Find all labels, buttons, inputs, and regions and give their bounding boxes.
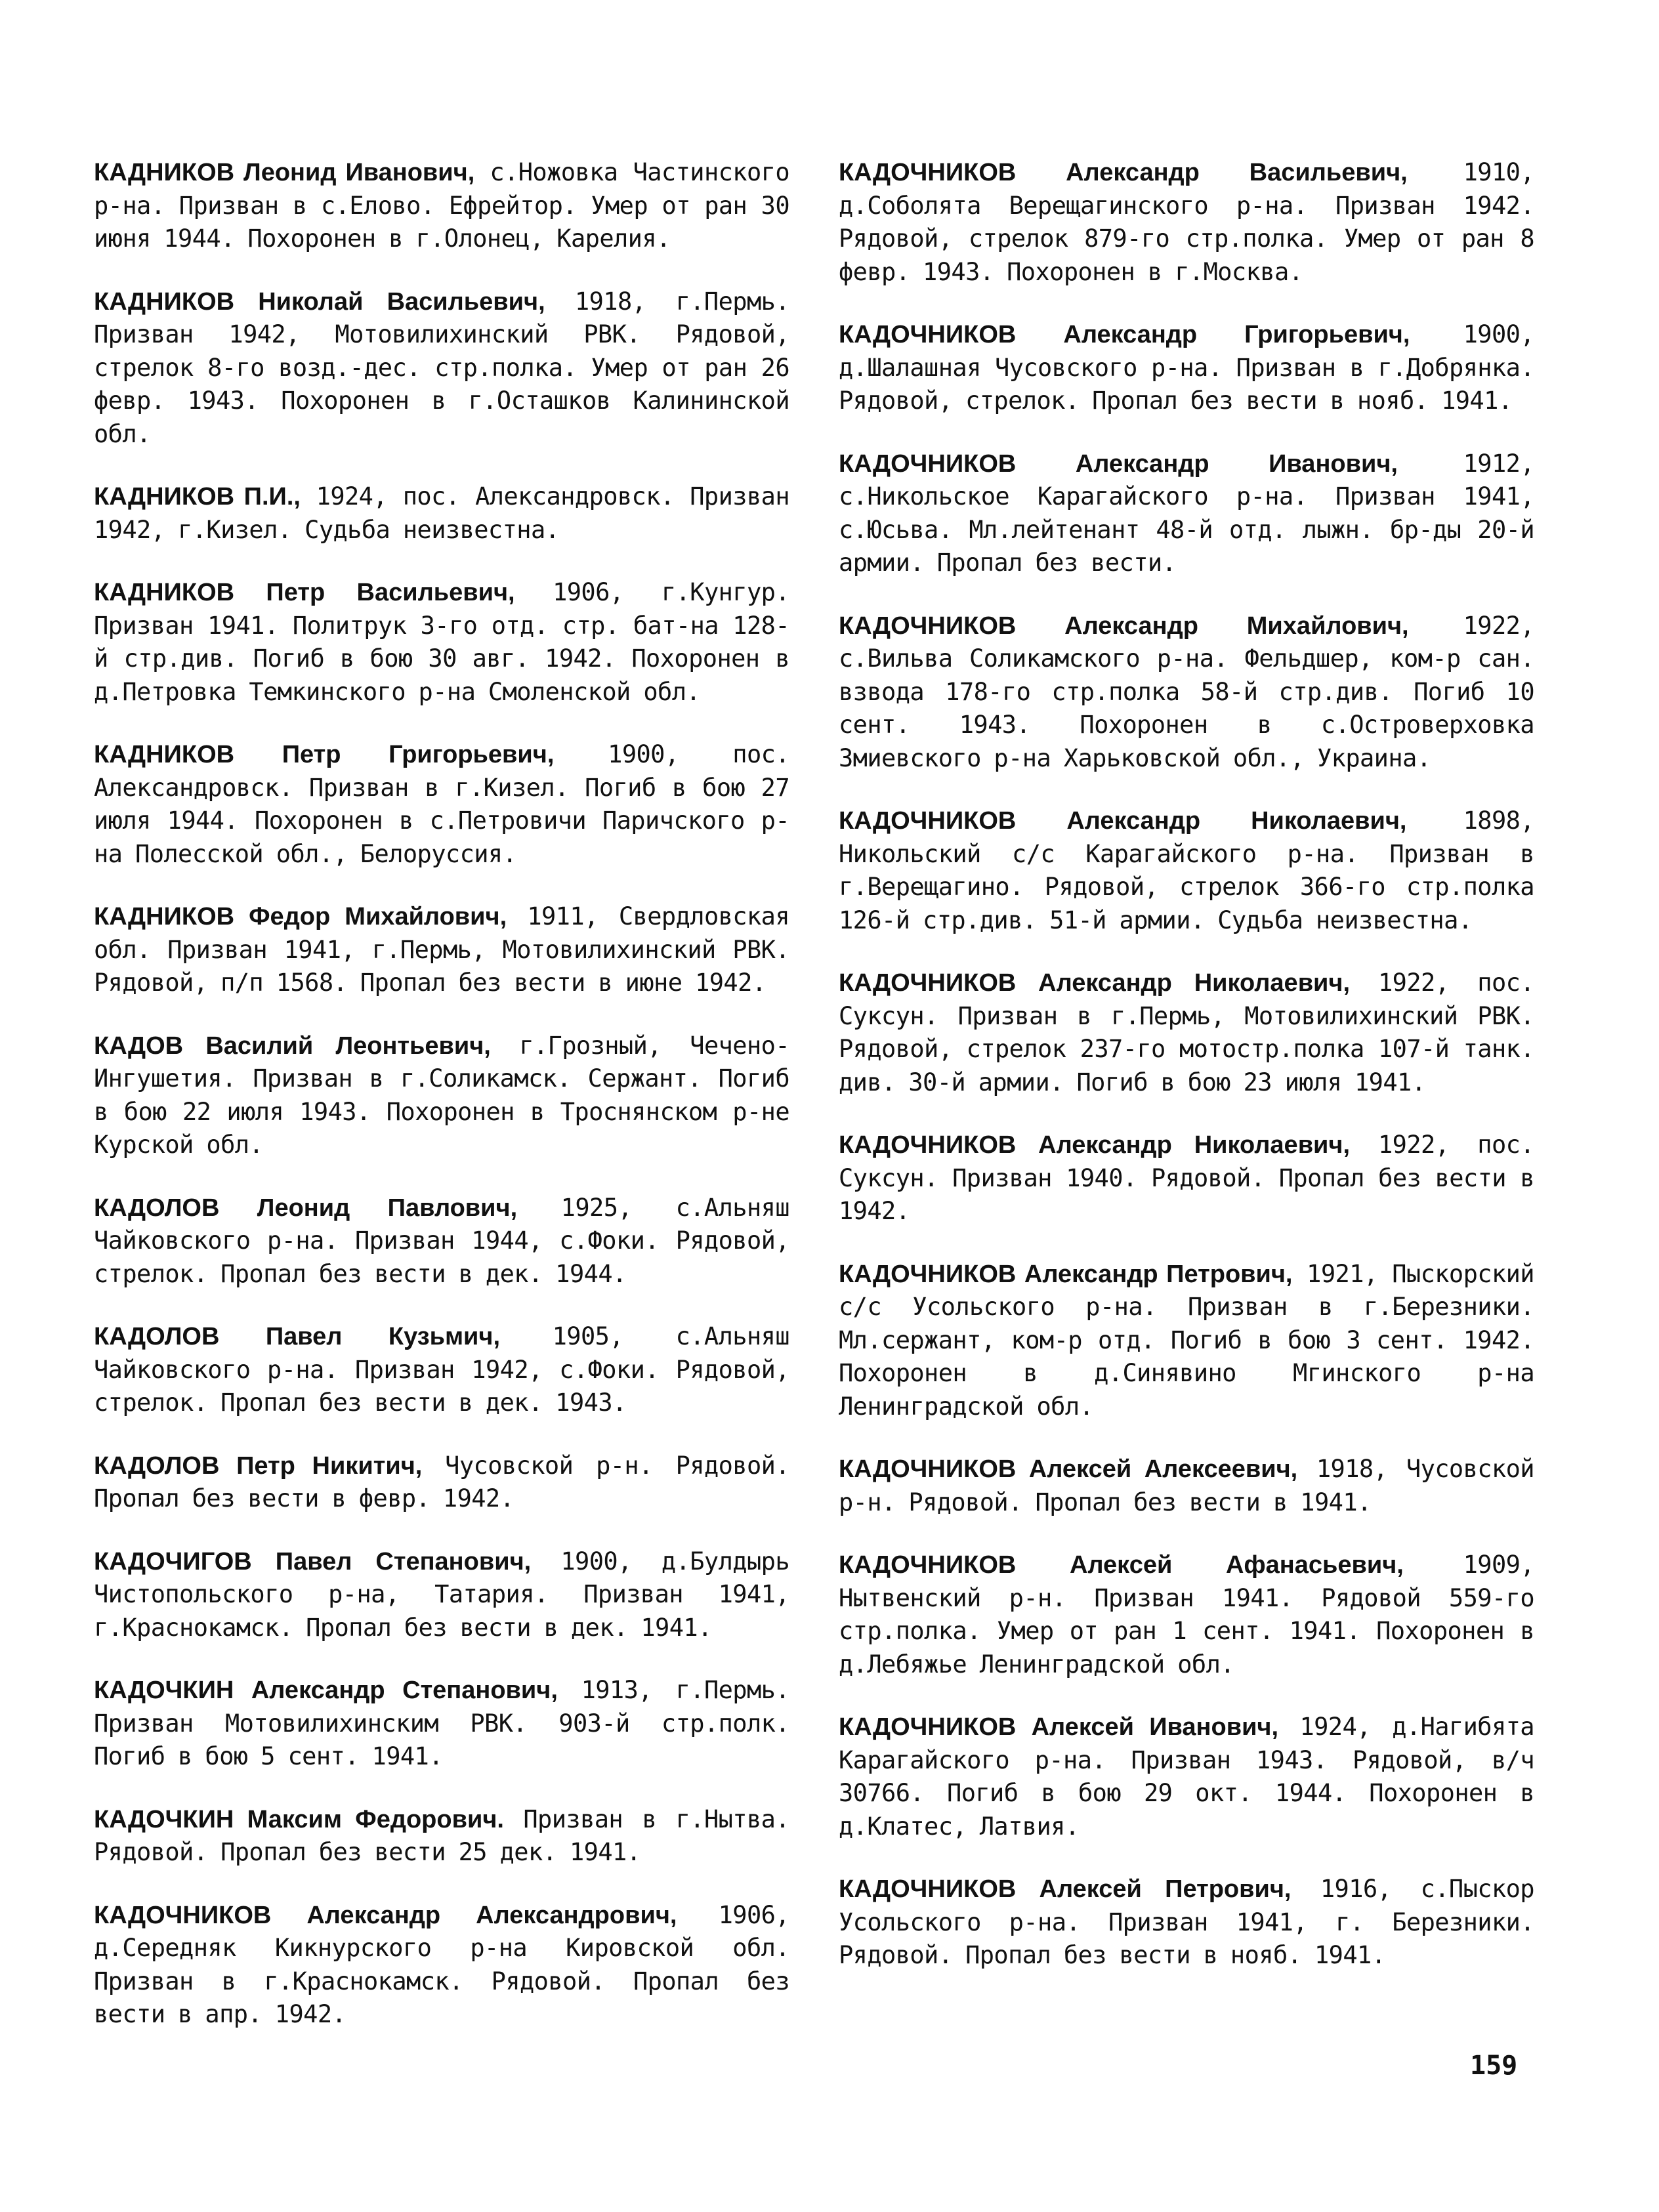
entry-text: Призван в г.Нытва. Рядовой. Пропал без вести 25 дек. 1941. (94, 1805, 790, 1866)
entry (839, 318, 1534, 418)
entry (94, 1030, 789, 1162)
entry (94, 1803, 789, 1869)
entry-text: 1925, с.Альняш Чайковского р-на. Призван 1944, с.Фоки. Рядовой, стрелок. Пропал без вести в дек. 1944. (94, 1193, 789, 1288)
entry-name: КАДОЧНИКОВ Александр Петрович, (839, 1260, 1293, 1288)
entry (839, 448, 1534, 580)
entry-name: КАДОЛОВ Петр Никитич, (94, 1451, 423, 1480)
entry (94, 1450, 789, 1516)
entry-name: КАДОЧНИКОВ Александр Николаевич, (839, 969, 1351, 997)
entry-text: 1912, с.Никольское Карагайского р-на. Призван 1941, с.Юсьва. Мл.лейтенант 48-й отд. лыжн. бр-ды 20-й армии. Пропал без вести. (839, 449, 1534, 577)
entry (839, 1711, 1534, 1843)
entry-text: 1913, г.Пермь. Призван Мотовилихинским РВК. 903-й стр.полк. Погиб в бою 5 сент. 1941. (94, 1676, 789, 1770)
left-column (94, 156, 789, 2061)
entry-text: 1900, д.Шалашная Чусовского р-на. Призван в г.Добрянка. Рядовой, стрелок. Пропал без вести в нояб. 1941. (839, 320, 1534, 415)
entry-name: КАДОЛОВ Леонид Павлович, (94, 1194, 518, 1222)
entry-name: КАДНИКОВ Федор Михайлович, (94, 903, 507, 930)
entry-text: 1905, с.Альняш Чайковского р-на. Призван 1942, с.Фоки. Рядовой, стрелок. Пропал без вести в дек. 1943. (94, 1322, 789, 1417)
entry-text: 1916, с.Пыскор Усольского р-на. Призван 1941, г. Березники. Рядовой. Пропал без вести в нояб. 1941. (839, 1875, 1534, 1969)
entry (94, 1899, 789, 2032)
entry-text: 1921, Пыскорский с/с Усольского р-на. Призван в г.Березники. Мл.сержант, ком-р отд. Погиб в бою 3 сент. 1942. Похоронен в д.Синявино Мгинского р-на Ленинградской обл. (839, 1259, 1534, 1421)
entry-text: 1906, г.Кунгур. Призван 1941. Политрук 3-го отд. стр. бат-на 128-й стр.див. Погиб в бою 30 авг. 1942. Похоронен в д.Петровка Темкинского р-на Смоленской обл. (94, 578, 789, 706)
entry (839, 610, 1534, 776)
entry-name: КАДНИКОВ П.И., (94, 483, 301, 511)
entry-name: КАДОВ Василий Леонтьевич, (94, 1032, 491, 1060)
entry (94, 480, 789, 547)
entry (839, 156, 1534, 289)
entry-text: 1909, Нытвенский р-н. Призван 1941. Рядовой 559-го стр.полка. Умер от ран 1 сент. 1941. Похоронен в д.Лебяжье Ленинградской обл. (839, 1551, 1534, 1679)
entry-text: с.Ножовка Частинского р-на. Призван в с.Елово. Ефрейтор. Умер от ран 30 июня 1944. Похоронен в г.Олонец, Карелия. (94, 158, 790, 253)
page-number: 159 (1470, 2051, 1518, 2081)
entry-text: 1898, Никольский с/с Карагайского р-на. Призван в г.Верещагино. Рядовой, стрелок 366-го стр.полка 126-й стр.див. 51-й армии. Судьба неизвестна. (839, 806, 1534, 934)
entry-text: 1918, Чусовской р-н. Рядовой. Пропал без вести в 1941. (839, 1455, 1534, 1516)
entry (94, 1674, 789, 1774)
entry (839, 1453, 1534, 1519)
entry (839, 1258, 1534, 1424)
entry-name: КАДНИКОВ Николай Васильевич, (94, 287, 545, 316)
entry (839, 1129, 1534, 1228)
entry (94, 1545, 789, 1645)
entry (839, 1549, 1534, 1681)
entry-text: 1922, пос. Суксун. Призван 1940. Рядовой. Пропал без вести в 1942. (839, 1131, 1534, 1225)
entry-name: КАДОЛОВ Павел Кузьмич, (94, 1323, 501, 1350)
entry-name: КАДОЧНИКОВ Алексей Петрович, (839, 1875, 1292, 1903)
entry (839, 1873, 1534, 1972)
entry-text: г.Грозный, Чечено-Ингушетия. Призван в г.Соликамск. Сержант. Погиб в бою 22 июля 1943. Похоронен в Троснянском р-не Курской обл. (94, 1031, 789, 1159)
entry-text: 1922, пос. Суксун. Призван в г.Пермь, Мотовилихинский РВК. Рядовой, стрелок 237-го мотостр.полка 107-й танк. див. 30-й армии. Погиб в бою 23 июля 1941. (839, 969, 1534, 1096)
entry-name: КАДНИКОВ Леонид Иванович, (94, 159, 475, 186)
entry-name: КАДОЧНИКОВ Александр Николаевич, (839, 1131, 1351, 1159)
entry (839, 804, 1534, 937)
entry-name: КАДОЧКИН Максим Федорович. (94, 1805, 504, 1833)
entry-name: КАДОЧНИКОВ Александр Иванович, (839, 449, 1398, 478)
entry (94, 900, 789, 1000)
entry-text: 1900, д.Булдырь Чистопольского р-на, Татария. Призван 1941, г.Краснокамск. Пропал без вести в дек. 1941. (94, 1547, 789, 1642)
entry-name: КАДОЧНИКОВ Александр Васильевич, (839, 159, 1408, 186)
entry-name: КАДНИКОВ Петр Григорьевич, (94, 741, 555, 768)
entry-text: 1911, Свердловская обл. Призван 1941, г.Пермь, Мотовилихинский РВК. Рядовой, п/п 1568. Пропал без вести в июне 1942. (94, 902, 789, 997)
entry-text: 1924, д.Нагибята Карагайского р-на. Призван 1943. Рядовой, в/ч 30766. Погиб в бою 29 окт. 1944. Похоронен в д.Клатес, Латвия. (839, 1713, 1534, 1841)
entry-name: КАДОЧНИКОВ Александр Александрович, (94, 1901, 677, 1929)
entry-text: 1918, г.Пермь. Призван 1942, Мотовилихинский РВК. Рядовой, стрелок 8-го возд.-дес. стр.полка. Умер от ран 26 февр. 1943. Похоронен в г.Осташков Калининской обл. (94, 287, 789, 448)
right-column (839, 156, 1534, 2002)
entry-text: 1906, д.Середняк Кикнурского р-на Кировской обл. Призван в г.Краснокамск. Рядовой. Пропал без вести в апр. 1942. (94, 1900, 789, 2028)
entry (839, 967, 1534, 1099)
entry (94, 738, 789, 871)
entry-text: 1922, с.Вильва Соликамского р-на. Фельдшер, ком-р сан. взвода 178-го стр.полка 58-й стр.див. Погиб 10 сент. 1943. Похоронен в с.Островерховка Змиевского р-на Харьковской обл., Украина. (839, 611, 1534, 772)
entry-name: КАДОЧНИКОВ Алексей Афанасьевич, (839, 1551, 1404, 1579)
entry-name: КАДОЧНИКОВ Александр Николаевич, (839, 807, 1407, 835)
entry (94, 576, 789, 709)
entry (94, 285, 789, 451)
entry-name: КАДОЧНИКОВ Алексей Иванович, (839, 1713, 1279, 1741)
entry-name: КАДОЧИГОВ Павел Степанович, (94, 1547, 532, 1576)
entry-name: КАДОЧНИКОВ Алексей Алексеевич, (839, 1455, 1298, 1483)
entry-name: КАДОЧНИКОВ Александр Михайлович, (839, 612, 1409, 640)
entry-name: КАДОЧНИКОВ Александр Григорьевич, (839, 321, 1410, 348)
entry-text: 1910, д.Соболята Верещагинского р-на. Призван 1942. Рядовой, стрелок 879-го стр.полка. Умер от ран 8 февр. 1943. Похоронен в г.Москва. (839, 158, 1534, 286)
entry-name: КАДНИКОВ Петр Васильевич, (94, 579, 515, 606)
entry-name: КАДОЧКИН Александр Степанович, (94, 1677, 558, 1704)
entry-text: Чусовской р-н. Рядовой. Пропал без вести в февр. 1942. (94, 1451, 790, 1513)
entry (94, 1192, 789, 1291)
entry (94, 1320, 789, 1420)
entry-text: 1924, пос. Александровск. Призван 1942, г.Кизел. Судьба неизвестна. (94, 482, 789, 544)
entry-text: 1900, пос. Александровск. Призван в г.Кизел. Погиб в бою 27 июля 1944. Похоронен в с.Петровичи Паричского р-на Полесской обл., Белоруссия. (94, 740, 789, 868)
entry (94, 156, 789, 256)
